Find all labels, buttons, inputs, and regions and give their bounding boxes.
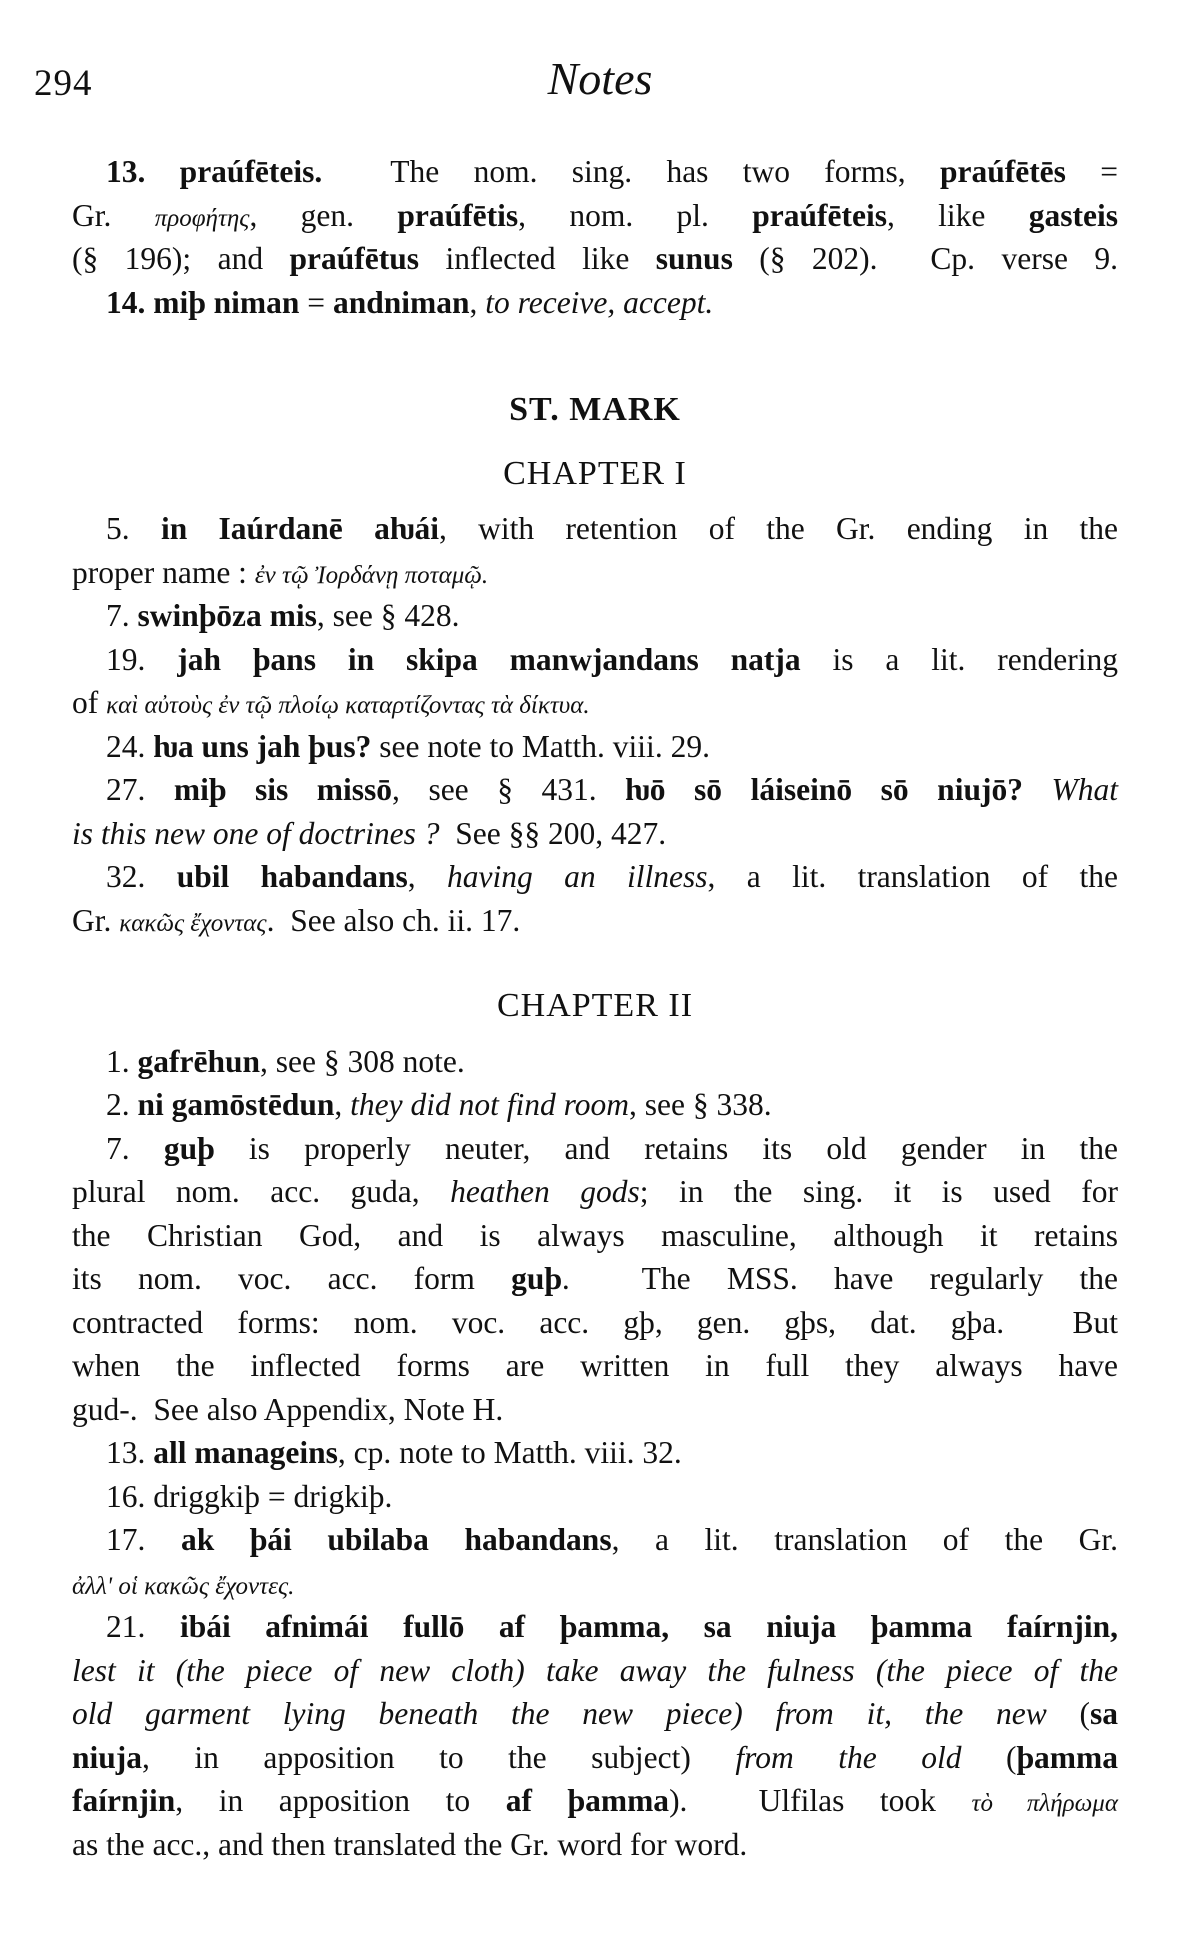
text-run: 1. bbox=[106, 1043, 138, 1079]
gothic-term: ak þái ubilaba habandans bbox=[180, 1522, 612, 1557]
text-run: 13. bbox=[106, 1435, 154, 1470]
text-run: its nom. voc. acc. form bbox=[72, 1261, 512, 1296]
text-run: see note to Matth. viii. 29. bbox=[371, 728, 710, 764]
italic-gloss: is this new one of doctrines ? bbox=[72, 815, 440, 851]
text-line bbox=[72, 1214, 1118, 1258]
gothic-term: sunus bbox=[655, 241, 733, 276]
italic-gloss: heathen gods bbox=[450, 1174, 640, 1209]
text-run: , a lit. translation of the bbox=[707, 859, 1118, 894]
gothic-term: ubil habandans bbox=[176, 859, 408, 894]
gothic-term: in Iaúrdanē aƕái bbox=[160, 511, 439, 546]
italic-gloss: having an illness bbox=[447, 859, 708, 894]
text-run: , cp. note to Matth. viii. 32. bbox=[337, 1435, 682, 1470]
italic-gloss: lest it (the piece of new cloth) take away the fulness (the piece of the bbox=[72, 1652, 1118, 1688]
page-number: 294 bbox=[34, 63, 93, 104]
text-run: is properly neuter, and retains its old gender in the bbox=[214, 1130, 1118, 1166]
text-line bbox=[72, 594, 1118, 638]
greek-text: ἀλλ' οἱ κακῶς ἔχοντες. bbox=[72, 1572, 295, 1600]
text-line bbox=[72, 507, 1118, 551]
gothic-term: 13. praúfēteis. bbox=[106, 154, 323, 189]
text-line bbox=[72, 1388, 1118, 1432]
text-line bbox=[72, 150, 1118, 194]
gothic-term: faírnjin bbox=[72, 1783, 176, 1818]
gothic-term: miþ sis missō bbox=[173, 772, 393, 807]
text-run: , see § 338. bbox=[628, 1087, 772, 1122]
text-run: , nom. pl. bbox=[518, 197, 753, 233]
text-run: , bbox=[334, 1087, 351, 1122]
text-run: . The MSS. have regularly the bbox=[561, 1261, 1119, 1296]
text-line bbox=[72, 1301, 1118, 1345]
text-run: , like bbox=[886, 197, 1029, 233]
text-line bbox=[72, 812, 1118, 856]
text-run: 32. bbox=[106, 859, 177, 894]
text-run: contracted forms: nom. voc. acc. gþ, gen. gþs, dat. gþa. But bbox=[72, 1304, 1118, 1340]
text-run: 7. bbox=[106, 598, 138, 633]
text-run: , a lit. translation of the Gr. bbox=[611, 1522, 1118, 1557]
text-run: 19. bbox=[106, 641, 178, 677]
text-line bbox=[72, 551, 1118, 595]
gothic-term: 14. miþ niman bbox=[106, 284, 300, 320]
text-run: 21. bbox=[106, 1609, 180, 1644]
text-line bbox=[72, 1518, 1118, 1562]
text-run: of bbox=[72, 685, 107, 720]
text-run: inflected like bbox=[419, 241, 656, 276]
text-run: Gr. bbox=[72, 902, 120, 938]
text-run: 27. bbox=[106, 772, 174, 807]
text-line bbox=[72, 1736, 1118, 1780]
text-run: 24. bbox=[106, 728, 154, 764]
gothic-term: praúfētis bbox=[397, 197, 519, 233]
text-line bbox=[72, 1083, 1118, 1127]
italic-gloss: to receive, accept. bbox=[485, 284, 714, 320]
text-line bbox=[72, 681, 1118, 725]
gothic-term: jah þans in skipa manwjandans natja bbox=[177, 641, 801, 677]
gothic-term: af þamma bbox=[505, 1783, 670, 1818]
text-line bbox=[72, 855, 1118, 899]
text-run bbox=[1023, 772, 1052, 807]
text-run: 2. bbox=[106, 1087, 138, 1122]
gothic-term: ibái afnimái fullō af þamma, sa niuja þamma faírnjin, bbox=[179, 1609, 1118, 1644]
text-run: . See also ch. ii. 17. bbox=[266, 902, 521, 938]
text-run: See §§ 200, 427. bbox=[439, 815, 667, 851]
text-run: , see § 431. bbox=[392, 772, 626, 807]
text-line bbox=[72, 1605, 1118, 1649]
text-run: (§ 196); and bbox=[72, 241, 290, 276]
italic-gloss: old garment lying beneath the new piece) from it, the new bbox=[72, 1696, 1047, 1731]
text-run: , see § 428. bbox=[316, 598, 460, 633]
text-run: 16. driggkiþ = drigkiþ. bbox=[106, 1478, 393, 1514]
text-run: , bbox=[469, 284, 486, 320]
gothic-term: þamma bbox=[1016, 1739, 1118, 1775]
text-run: ( bbox=[961, 1739, 1017, 1775]
text-run: is a lit. rendering bbox=[800, 641, 1118, 677]
greek-text: τὸ πλήρωμα bbox=[971, 1790, 1118, 1817]
greek-text: κακῶς ἔχοντας bbox=[119, 909, 267, 937]
gothic-term: gafrēhun bbox=[137, 1043, 261, 1079]
gothic-term: guþ bbox=[511, 1261, 562, 1296]
running-title: Notes bbox=[547, 53, 653, 104]
text-run: = bbox=[1065, 154, 1119, 189]
text-line bbox=[72, 1779, 1118, 1823]
text-run: ; in the sing. it is used for bbox=[639, 1174, 1118, 1209]
text-run: (§ 202). Cp. verse 9. bbox=[732, 241, 1118, 276]
text-line bbox=[72, 1170, 1118, 1214]
text-line bbox=[72, 1040, 1118, 1084]
text-run: , see § 308 note. bbox=[260, 1043, 465, 1079]
text-line bbox=[72, 1127, 1118, 1171]
text-line bbox=[72, 1823, 1118, 1867]
gothic-term: gasteis bbox=[1028, 197, 1118, 233]
italic-gloss: What bbox=[1051, 772, 1119, 807]
text-line bbox=[72, 1257, 1118, 1301]
text-run: Gr. bbox=[72, 197, 155, 233]
gothic-term: ƕō sō láiseinō sō niujō? bbox=[625, 772, 1023, 807]
text-run: 17. bbox=[106, 1522, 181, 1557]
text-line bbox=[72, 194, 1118, 238]
text-run: , gen. bbox=[249, 197, 398, 233]
gothic-term: niuja bbox=[72, 1739, 143, 1775]
greek-text: καὶ αὐτοὺς ἐν τῷ πλοίῳ καταρτίζοντας τὰ δίκτυα. bbox=[106, 692, 590, 719]
text-run: , in apposition to bbox=[175, 1783, 506, 1818]
text-line bbox=[72, 899, 1118, 943]
text-line bbox=[72, 1344, 1118, 1388]
text-run: gud-. See also Appendix, Note H. bbox=[72, 1391, 504, 1427]
gothic-term: andniman bbox=[332, 284, 470, 320]
gothic-term: ƕa uns jah þus? bbox=[153, 728, 372, 764]
greek-text: προφήτης bbox=[154, 204, 250, 232]
gothic-term: praúfēteis bbox=[752, 197, 887, 233]
text-line bbox=[72, 725, 1118, 769]
text-run: the Christian God, and is always masculine, although it retains bbox=[72, 1217, 1118, 1253]
section-heading: CHAPTER II bbox=[496, 987, 694, 1024]
gothic-term: ni gamōstēdun bbox=[137, 1087, 335, 1122]
text-line bbox=[72, 768, 1118, 812]
text-line bbox=[72, 281, 1118, 325]
italic-gloss: from the old bbox=[735, 1739, 962, 1775]
text-run: , bbox=[407, 859, 448, 894]
greek-text: ἐν τῷ Ἰορδάνῃ ποταμῷ. bbox=[254, 561, 489, 589]
italic-gloss: they did not find room bbox=[350, 1087, 629, 1122]
notes-body bbox=[72, 150, 1118, 1866]
text-run: proper name : bbox=[72, 554, 255, 590]
text-run: plural nom. acc. guda, bbox=[72, 1174, 451, 1209]
text-run: ). Ulfilas took bbox=[669, 1783, 972, 1818]
gothic-term: guþ bbox=[163, 1130, 215, 1166]
text-line bbox=[72, 1562, 1118, 1606]
gothic-term: praúfētēs bbox=[939, 154, 1066, 189]
text-run: 5. bbox=[106, 511, 161, 546]
text-run: as the acc., and then translated the Gr. word for word. bbox=[72, 1826, 748, 1862]
text-run: when the inflected forms are written in full they always have bbox=[72, 1348, 1118, 1383]
text-run: , with retention of the Gr. ending in the bbox=[438, 511, 1119, 546]
text-run: = bbox=[299, 284, 333, 320]
gothic-term: praúfētus bbox=[289, 241, 420, 276]
section-heading: ST. MARK bbox=[509, 391, 681, 428]
text-line bbox=[72, 1475, 1118, 1519]
gothic-term: sa bbox=[1089, 1696, 1118, 1731]
section-heading: CHAPTER I bbox=[503, 454, 687, 492]
gothic-term: all manageins bbox=[153, 1435, 338, 1470]
text-line bbox=[72, 1431, 1118, 1475]
gothic-term: swinþōza mis bbox=[137, 598, 317, 633]
text-line bbox=[72, 638, 1118, 682]
text-run: 7. bbox=[106, 1130, 164, 1166]
text-line bbox=[72, 1649, 1118, 1693]
text-run: The nom. sing. has two forms, bbox=[322, 154, 940, 189]
text-run: ( bbox=[1046, 1696, 1090, 1731]
text-line bbox=[72, 1692, 1118, 1736]
text-line bbox=[72, 237, 1118, 281]
text-run: , in apposition to the subject) bbox=[142, 1739, 736, 1775]
